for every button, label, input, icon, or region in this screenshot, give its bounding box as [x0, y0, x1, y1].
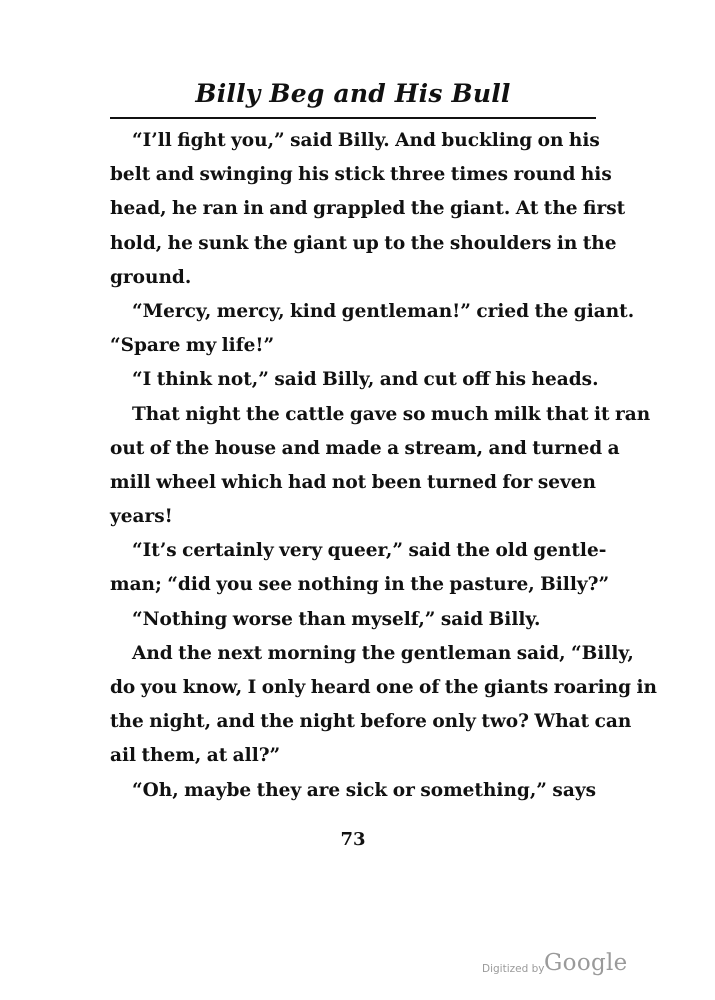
text-line: “Mercy, mercy, kind gentleman!” cried the giant. [132, 300, 635, 322]
text-line: man; “did you see nothing in the pasture, Billy?” [110, 574, 610, 596]
text-line: hold, he sunk the giant up to the shoulders in the [110, 232, 617, 254]
watermark-prefix: Digitized by [482, 963, 545, 975]
text-line: belt and swinging his stick three times round his [110, 164, 612, 186]
text-line: out of the house and made a stream, and turned a [110, 437, 620, 459]
text-line: mill wheel which had not been turned for seven [110, 471, 596, 493]
text-line: “Oh, maybe they are sick or something,” says [132, 779, 596, 801]
text-line: “It’s certainly very queer,” said the old gentle- [132, 540, 607, 562]
running-head-title: Billy Beg and His Bull [195, 79, 511, 108]
text-line: the night, and the night before only two? What can [110, 711, 632, 733]
text-line: do you know, I only heard one of the giants roaring in [110, 677, 657, 698]
page-body-text [110, 124, 657, 808]
watermark-brand: Google [544, 950, 628, 976]
text-line: ail them, at all?” [110, 745, 281, 767]
text-line: ground. [110, 266, 192, 288]
text-line: “Nothing worse than myself,” said Billy. [132, 608, 541, 630]
digitization-watermark [470, 950, 640, 984]
header-rule [110, 117, 596, 119]
text-line: years! [110, 506, 173, 528]
text-line: “Spare my life!” [110, 335, 275, 357]
text-line: That night the cattle gave so much milk that it ran [132, 403, 651, 425]
text-line: “I think not,” said Billy, and cut off his heads. [132, 369, 599, 391]
text-line: “I’ll fight you,” said Billy. And buckling on his [132, 130, 600, 151]
page-number: 73 [340, 829, 366, 850]
text-line: And the next morning the gentleman said, “Billy, [132, 642, 634, 664]
text-line: head, he ran in and grappled the giant. At the first [110, 198, 626, 220]
